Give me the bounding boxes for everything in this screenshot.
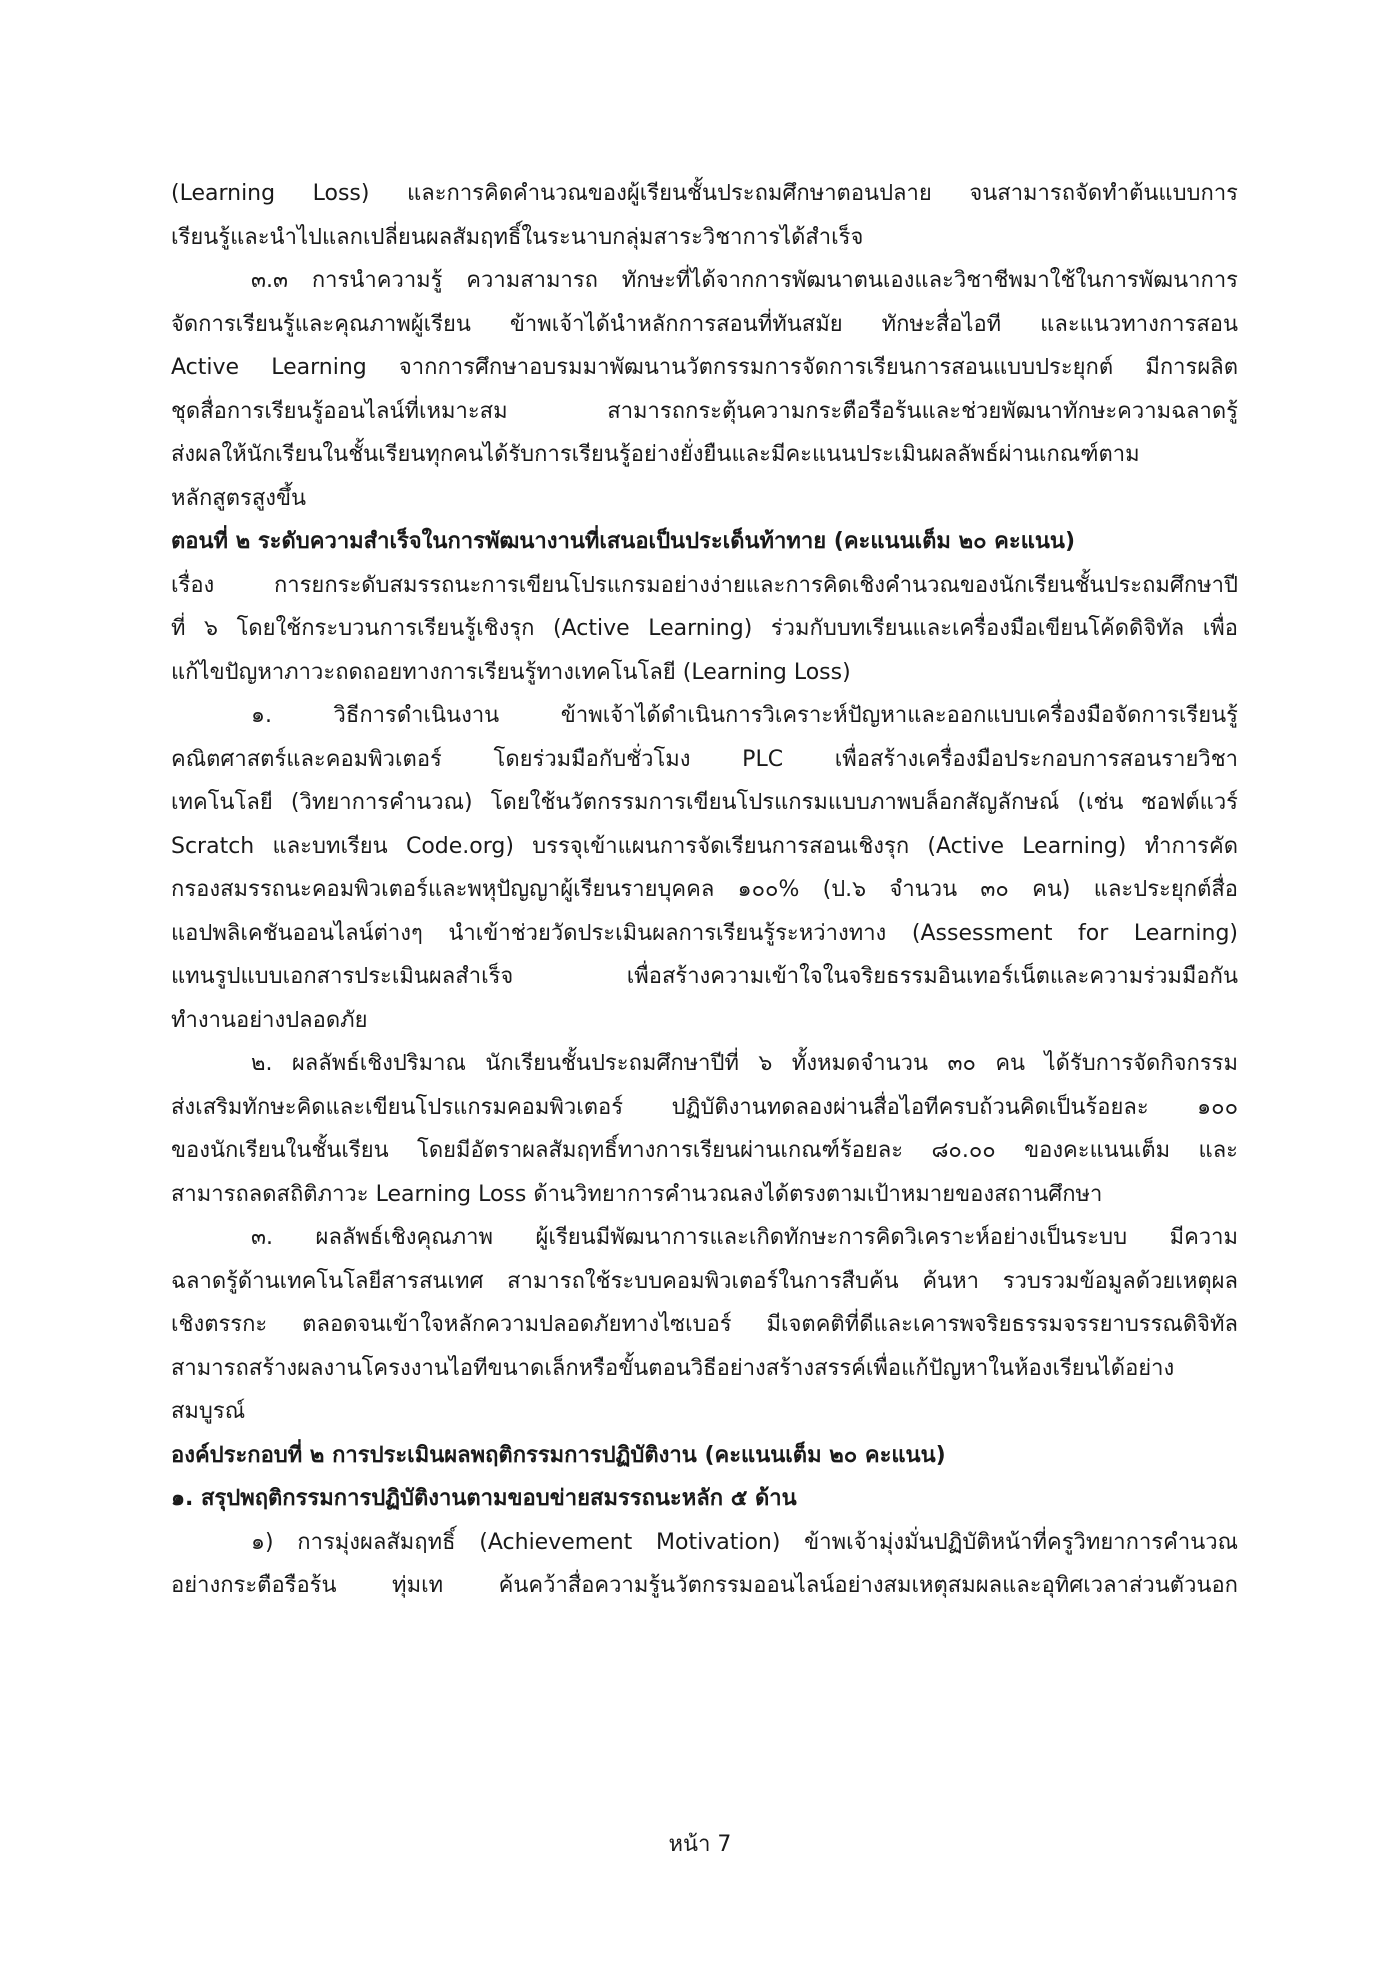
text-line: ๑. วิธีการดำเนินงาน ข้าพเจ้าได้ดำเนินการวิเคราะห์ปัญหาและออกแบบเครื่องมือจัดการเรียนรู้ <box>251 703 1238 728</box>
text-line: ๑) การมุ่งผลสัมฤทธิ์ (Achievement Motivation) ข้าพเจ้ามุ่งมั่นปฏิบัติหน้าที่ครูวิทยาการคำนวณ <box>251 1529 1238 1555</box>
text-line: สมบูรณ์ <box>171 1399 246 1424</box>
text-line: ชุดสื่อการเรียนรู้ออนไลน์ที่เหมาะสม สามารถกระตุ้นความกระตือรือร้นและช่วยพัฒนาทักษะความฉลาดรู้ <box>171 398 1238 424</box>
text-line: ๓. ผลลัพธ์เชิงคุณภาพ ผู้เรียนมีพัฒนาการและเกิดทักษะการคิดวิเคราะห์อย่างเป็นระบบ มีความ <box>251 1225 1238 1250</box>
text-line: จัดการเรียนรู้และคุณภาพผู้เรียน ข้าพเจ้าได้นำหลักการสอนที่ทันสมัย ทักษะสื่อไอที และแนวทางการสอน <box>171 311 1238 337</box>
text-line: ฉลาดรู้ด้านเทคโนโลยีสารสนเทศ สามารถใช้ระบบคอมพิวเตอร์ในการสืบค้น ค้นหา รวบรวมข้อมูลด้วยเหตุผล <box>171 1268 1238 1294</box>
text-line: Scratch และบทเรียน Code.org) บรรจุเข้าแผนการจัดเรียนการสอนเชิงรุก (Active Learning) ทำการคัด <box>171 833 1238 859</box>
text-line: ส่งผลให้นักเรียนในชั้นเรียนทุกคนได้รับการเรียนรู้อย่างยั่งยืนและมีคะแนนประเมินผลลัพธ์ผ่านเกณฑ์ตาม <box>171 442 1140 467</box>
text-line: ของนักเรียนในชั้นเรียน โดยมีอัตราผลสัมฤทธิ์ทางการเรียนผ่านเกณฑ์ร้อยละ ๘๐.๐๐ ของคะแนนเต็ม และ <box>171 1138 1238 1163</box>
text-line: ทำงานอย่างปลอดภัย <box>171 1007 368 1033</box>
section-heading: ตอนที่ ๒ ระดับความสำเร็จในการพัฒนางานที่เสนอเป็นประเด็นท้าทาย (คะแนนเต็ม ๒๐ คะแนน) <box>171 529 1076 554</box>
text-line: เทคโนโลยี (วิทยาการคำนวณ) โดยใช้นวัตกรรมการเขียนโปรแกรมแบบภาพบล็อกสัญลักษณ์ (เช่น ซอฟต์แวร์ <box>171 790 1238 815</box>
text-line: กรองสมรรถนะคอมพิวเตอร์และพหุปัญญาผู้เรียนรายบุคคล ๑๐๐% (ป.๖ จำนวน ๓๐ คน) และประยุกต์สื่อ <box>171 877 1238 902</box>
text-line: คณิตศาสตร์และคอมพิวเตอร์ โดยร่วมมือกับชั่วโมง PLC เพื่อสร้างเครื่องมือประกอบการสอนรายวิชา <box>171 746 1238 772</box>
text-line: (Learning Loss) และการคิดคำนวณของผู้เรียนชั้นประถมศึกษาตอนปลาย จนสามารถจัดทำต้นแบบการ <box>171 181 1238 206</box>
document-body <box>171 172 1238 1608</box>
text-line: Active Learning จากการศึกษาอบรมมาพัฒนานวัตกรรมการจัดการเรียนการสอนแบบประยุกต์ มีการผลิต <box>171 355 1238 380</box>
text-line: เรียนรู้และนำไปแลกเปลี่ยนผลสัมฤทธิ์ในระนาบกลุ่มสาระวิชาการได้สำเร็จ <box>171 224 864 250</box>
text-line: หลักสูตรสูงขึ้น <box>171 485 307 511</box>
text-line: ๓.๓ การนำความรู้ ความสามารถ ทักษะที่ได้จากการพัฒนาตนเองและวิชาชีพมาใช้ในการพัฒนาการ <box>251 268 1238 293</box>
text-line: เชิงตรรกะ ตลอดจนเข้าใจหลักความปลอดภัยทางไซเบอร์ มีเจตคติที่ดีและเคารพจริยธรรมจรรยาบรรณดิจิทัล <box>171 1312 1238 1337</box>
text-line: ส่งเสริมทักษะคิดและเขียนโปรแกรมคอมพิวเตอร์ ปฏิบัติงานทดลองผ่านสื่อไอทีครบถ้วนคิดเป็นร้อยละ ๑๐๐ <box>171 1094 1238 1120</box>
section-heading: องค์ประกอบที่ ๒ การประเมินผลพฤติกรรมการปฏิบัติงาน (คะแนนเต็ม ๒๐ คะแนน) <box>171 1442 946 1468</box>
text-line: แอปพลิเคชันออนไลน์ต่างๆ นำเข้าช่วยวัดประเมินผลการเรียนรู้ระหว่างทาง (Assessment for Learning) <box>171 920 1238 946</box>
text-line: แก้ไขปัญหาภาวะถดถอยทางการเรียนรู้ทางเทคโนโลยี (Learning Loss) <box>171 659 851 685</box>
text-line: เรื่อง การยกระดับสมรรถนะการเขียนโปรแกรมอย่างง่ายและการคิดเชิงคำนวณของนักเรียนชั้นประถมศึกษาปี <box>171 572 1238 598</box>
page-number: หน้า 7 <box>668 1832 732 1857</box>
text-line: แทนรูปแบบเอกสารประเมินผลสำเร็จ เพื่อสร้างความเข้าใจในจริยธรรมอินเทอร์เน็ตและความร่วมมือกัน <box>171 964 1238 989</box>
section-heading: ๑. สรุปพฤติกรรมการปฏิบัติงานตามขอบข่ายสมรรถนะหลัก ๕ ด้าน <box>171 1486 797 1511</box>
text-line: สามารถสร้างผลงานโครงงานไอทีขนาดเล็กหรือขั้นตอนวิธีอย่างสร้างสรรค์เพื่อแก้ปัญหาในห้องเรียนได้อย่าง <box>171 1355 1175 1381</box>
text-line: อย่างกระตือรือร้น ทุ่มเท ค้นคว้าสื่อความรู้นวัตกรรมออนไลน์อย่างสมเหตุสมผลและอุทิศเวลาส่วนตัวนอก <box>171 1573 1238 1598</box>
text-line: ที่ ๖ โดยใช้กระบวนการเรียนรู้เชิงรุก (Active Learning) ร่วมกับบทเรียนและเครื่องมือเขียนโค้ดดิจิทัล เพื่อ <box>171 616 1238 641</box>
text-line: ๒. ผลลัพธ์เชิงปริมาณ นักเรียนชั้นประถมศึกษาปีที่ ๖ ทั้งหมดจำนวน ๓๐ คน ได้รับการจัดกิจกรรม <box>251 1051 1238 1076</box>
text-line: สามารถลดสถิติภาวะ Learning Loss ด้านวิทยาการคำนวณลงได้ตรงตามเป้าหมายของสถานศึกษา <box>171 1181 1103 1207</box>
